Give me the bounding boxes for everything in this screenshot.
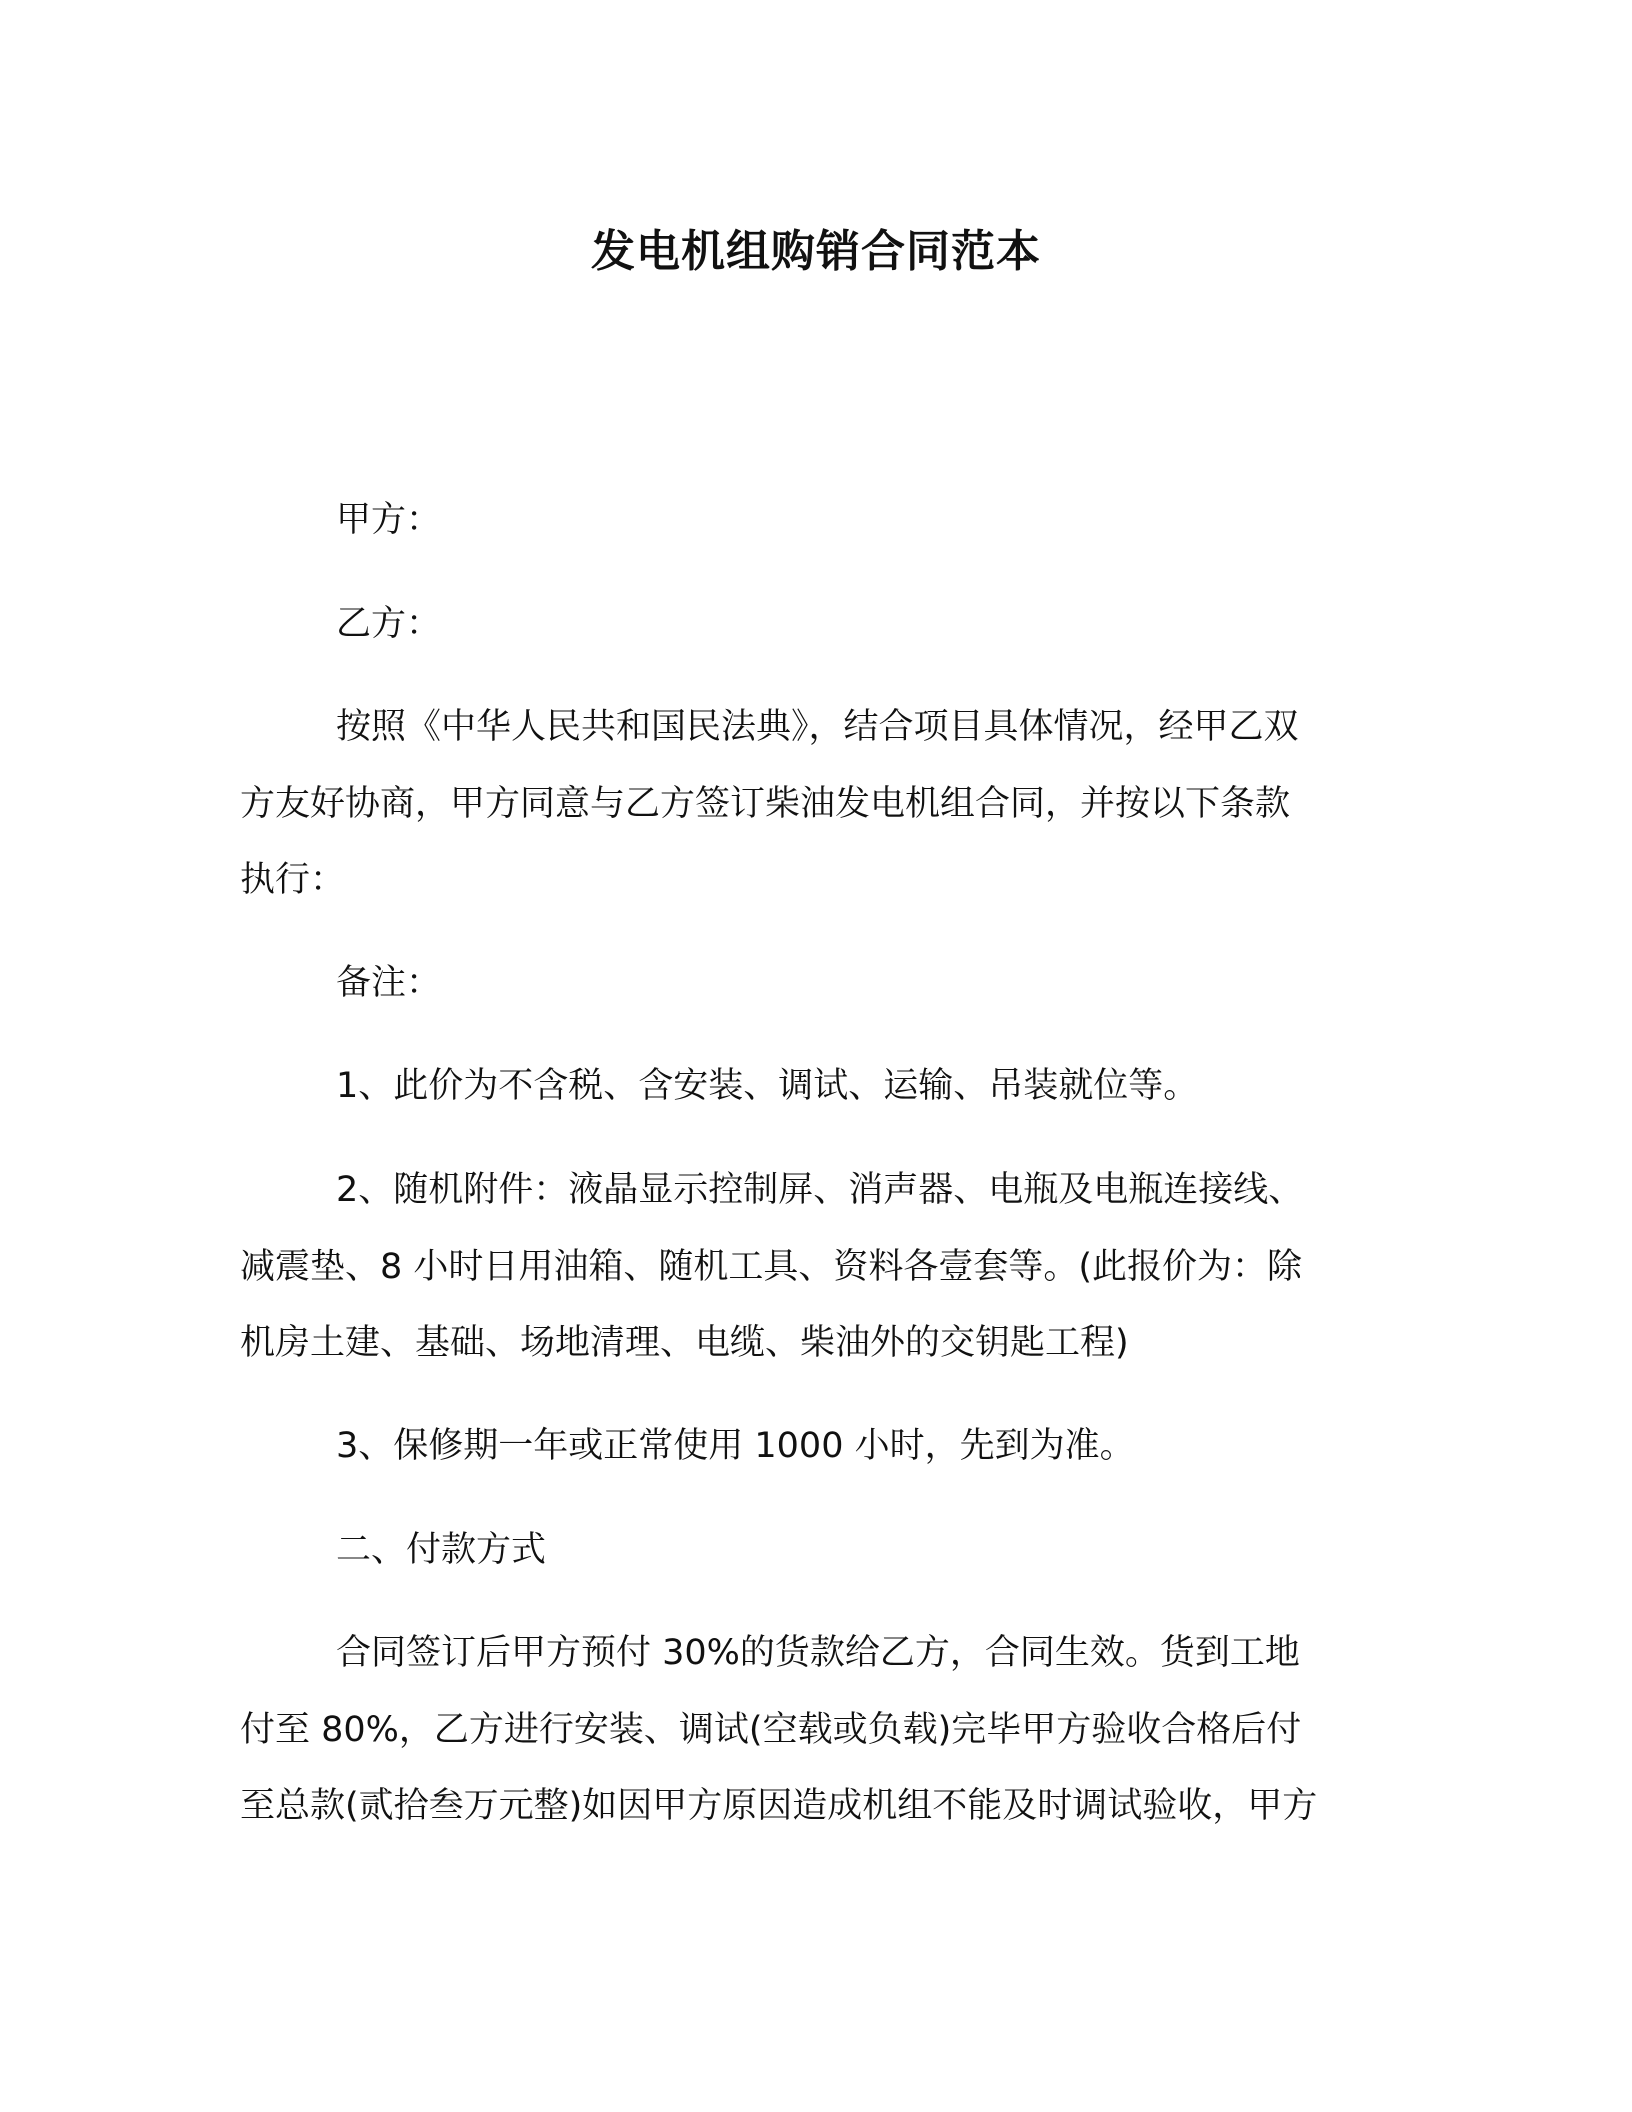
intro-line-3: 执行：: [240, 860, 346, 900]
remarks-label: 备注：: [336, 963, 442, 1003]
document-title: 发电机组购销合同范本: [591, 226, 1041, 277]
section-2-heading: 二、付款方式: [336, 1530, 547, 1570]
remark-item-2-line-3: 机房土建、基础、场地清理、电缆、柴油外的交钥匙工程): [240, 1323, 1129, 1363]
remark-item-2-line-2: 减震垫、8 小时日用油箱、随机工具、资料各壹套等。(此报价为：除: [240, 1247, 1303, 1287]
remark-item-3: 3、保修期一年或正常使用 1000 小时，先到为准。: [336, 1426, 1135, 1466]
intro-line-1: 按照《中华人民共和国民法典》，结合项目具体情况，经甲乙双: [336, 707, 1299, 747]
remark-item-1: 1、此价为不含税、含安装、调试、运输、吊装就位等。: [336, 1066, 1199, 1106]
payment-line-1: 合同签订后甲方预付 30%的货款给乙方，合同生效。货到工地: [336, 1633, 1300, 1673]
party-a-label: 甲方：: [336, 500, 442, 540]
payment-line-3: 至总款(贰拾叁万元整)如因甲方原因造成机组不能及时调试验收，甲方: [240, 1786, 1318, 1826]
remark-item-2-line-1: 2、随机附件：液晶显示控制屏、消声器、电瓶及电瓶连接线、: [336, 1170, 1304, 1210]
intro-line-2: 方友好协商，甲方同意与乙方签订柴油发电机组合同，并按以下条款: [240, 784, 1291, 824]
payment-line-2: 付至 80%，乙方进行安装、调试(空载或负载)完毕甲方验收合格后付: [240, 1710, 1302, 1750]
party-b-label: 乙方：: [336, 604, 442, 644]
